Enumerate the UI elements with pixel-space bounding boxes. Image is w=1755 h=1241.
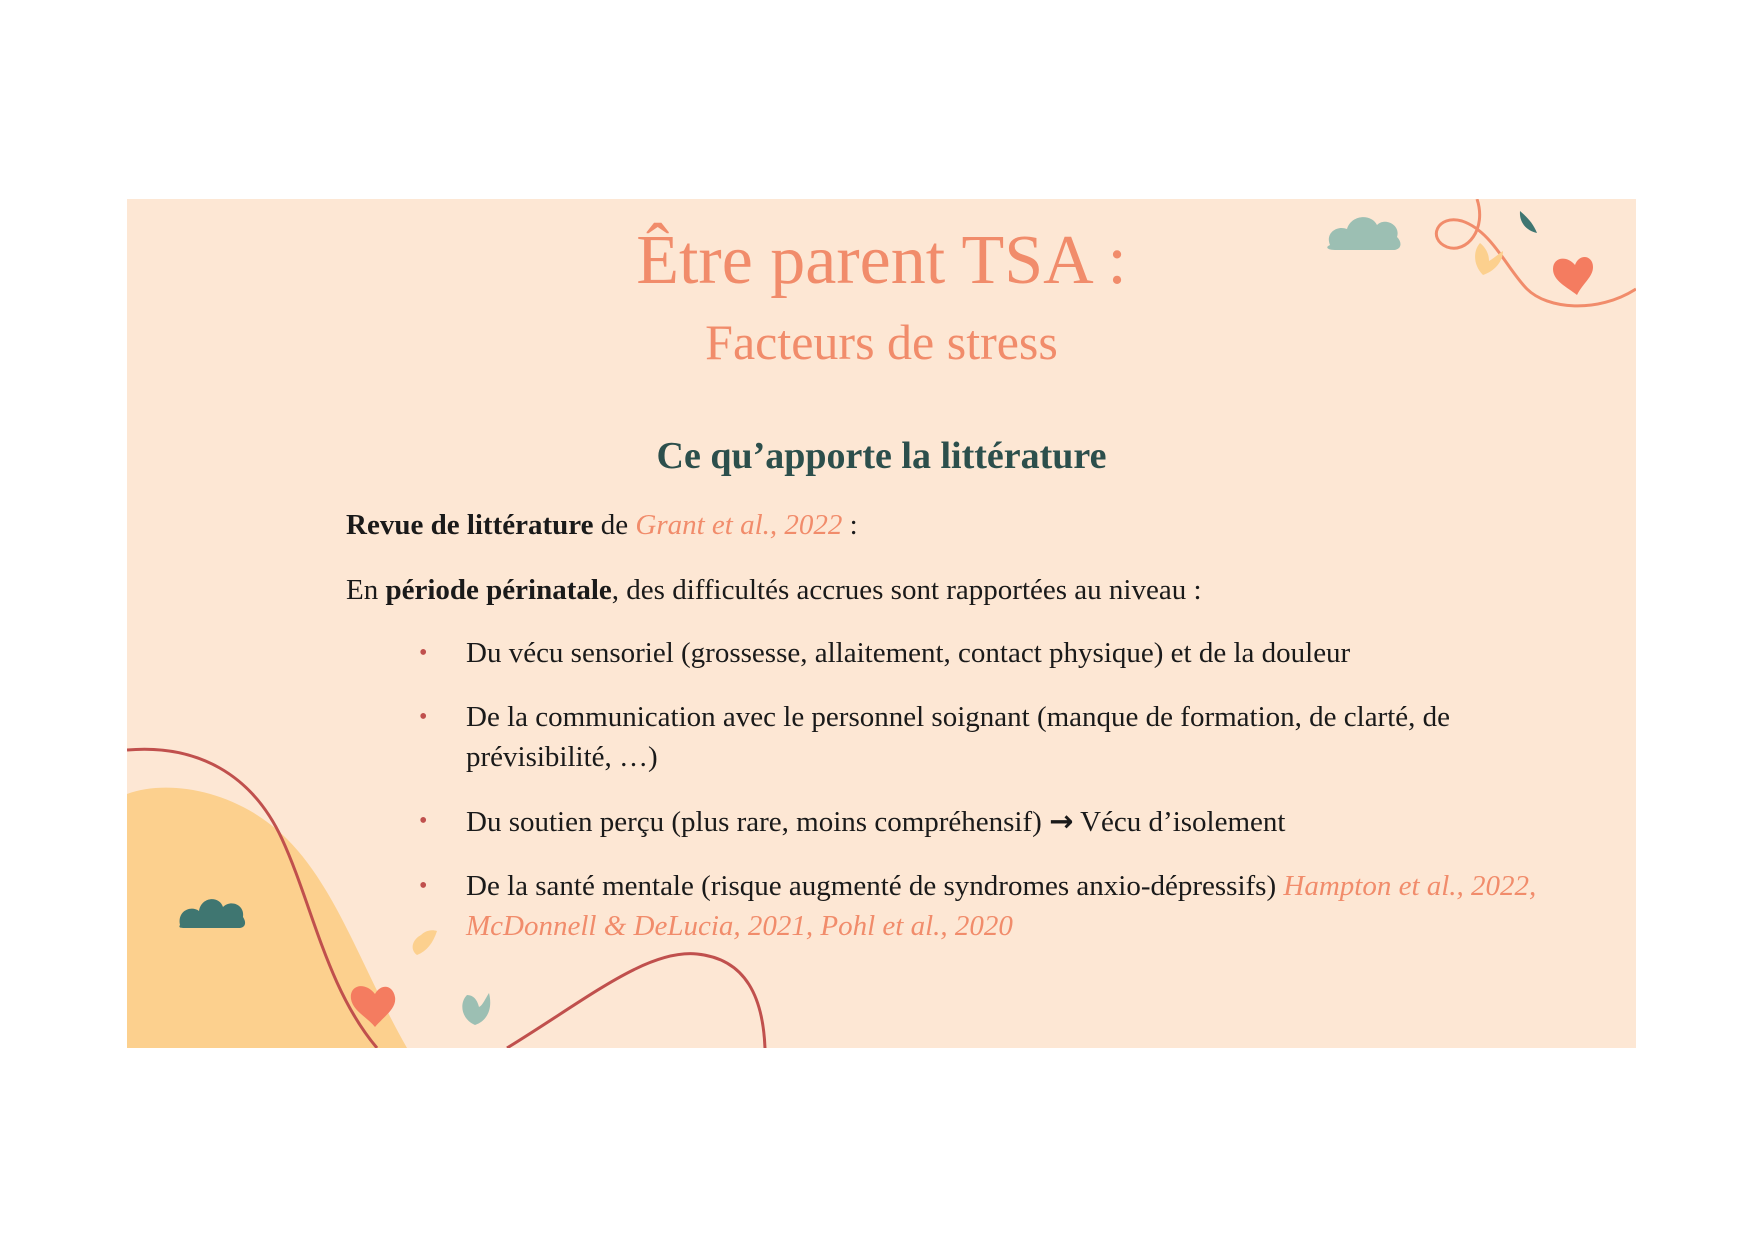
section-heading: Ce qu’apporte la littérature <box>656 435 1107 477</box>
slide-subtitle: Facteurs de stress <box>705 314 1058 370</box>
period-prefix: En <box>346 574 386 606</box>
list-item <box>419 866 1539 946</box>
period-bold: période périnatale <box>385 574 612 606</box>
list-item <box>419 697 1539 777</box>
period-rest: , des difficultés accrues sont rapportées au niveau : <box>611 574 1202 606</box>
bullet-text: Du soutien perçu (plus rare, moins compréhensif) <box>466 806 1050 838</box>
bullet-icon: • <box>419 640 428 666</box>
leaf-icon <box>462 993 490 1025</box>
bullet-icon: • <box>419 704 428 730</box>
list-item <box>419 801 1539 842</box>
intro-citation: Grant et al., 2022 <box>635 509 843 541</box>
arrow-right-icon: → <box>1049 804 1074 838</box>
intro-bold: Revue de littérature <box>346 509 594 541</box>
intro-paragraph <box>346 506 858 544</box>
bullet-text: De la communication avec le personnel soignant (manque de formation, de clarté, de prévisibilité, …) <box>466 701 1451 773</box>
swirl-line <box>507 954 765 1048</box>
period-paragraph <box>346 571 1202 609</box>
intro-end: : <box>842 509 858 541</box>
bullet-icon: • <box>419 808 428 834</box>
bullet-icon: • <box>419 873 428 899</box>
bullet-text-after: Vécu d’isolement <box>1073 806 1286 838</box>
bullet-text: Du vécu sensoriel (grossesse, allaitement, contact physique) et de la douleur <box>466 637 1351 669</box>
slide <box>127 199 1636 1048</box>
slide-title: Être parent TSA : <box>636 222 1127 299</box>
bullet-citation: Hampton et al., 2022, McDonnell & DeLucia, 2021, Pohl et al., 2020 <box>466 870 1537 942</box>
list-item <box>419 633 1539 673</box>
bullet-text: De la santé mentale (risque augmenté de syndromes anxio-dépressifs) <box>466 870 1284 902</box>
bullet-list <box>419 633 1539 946</box>
intro-connector: de <box>593 509 636 541</box>
